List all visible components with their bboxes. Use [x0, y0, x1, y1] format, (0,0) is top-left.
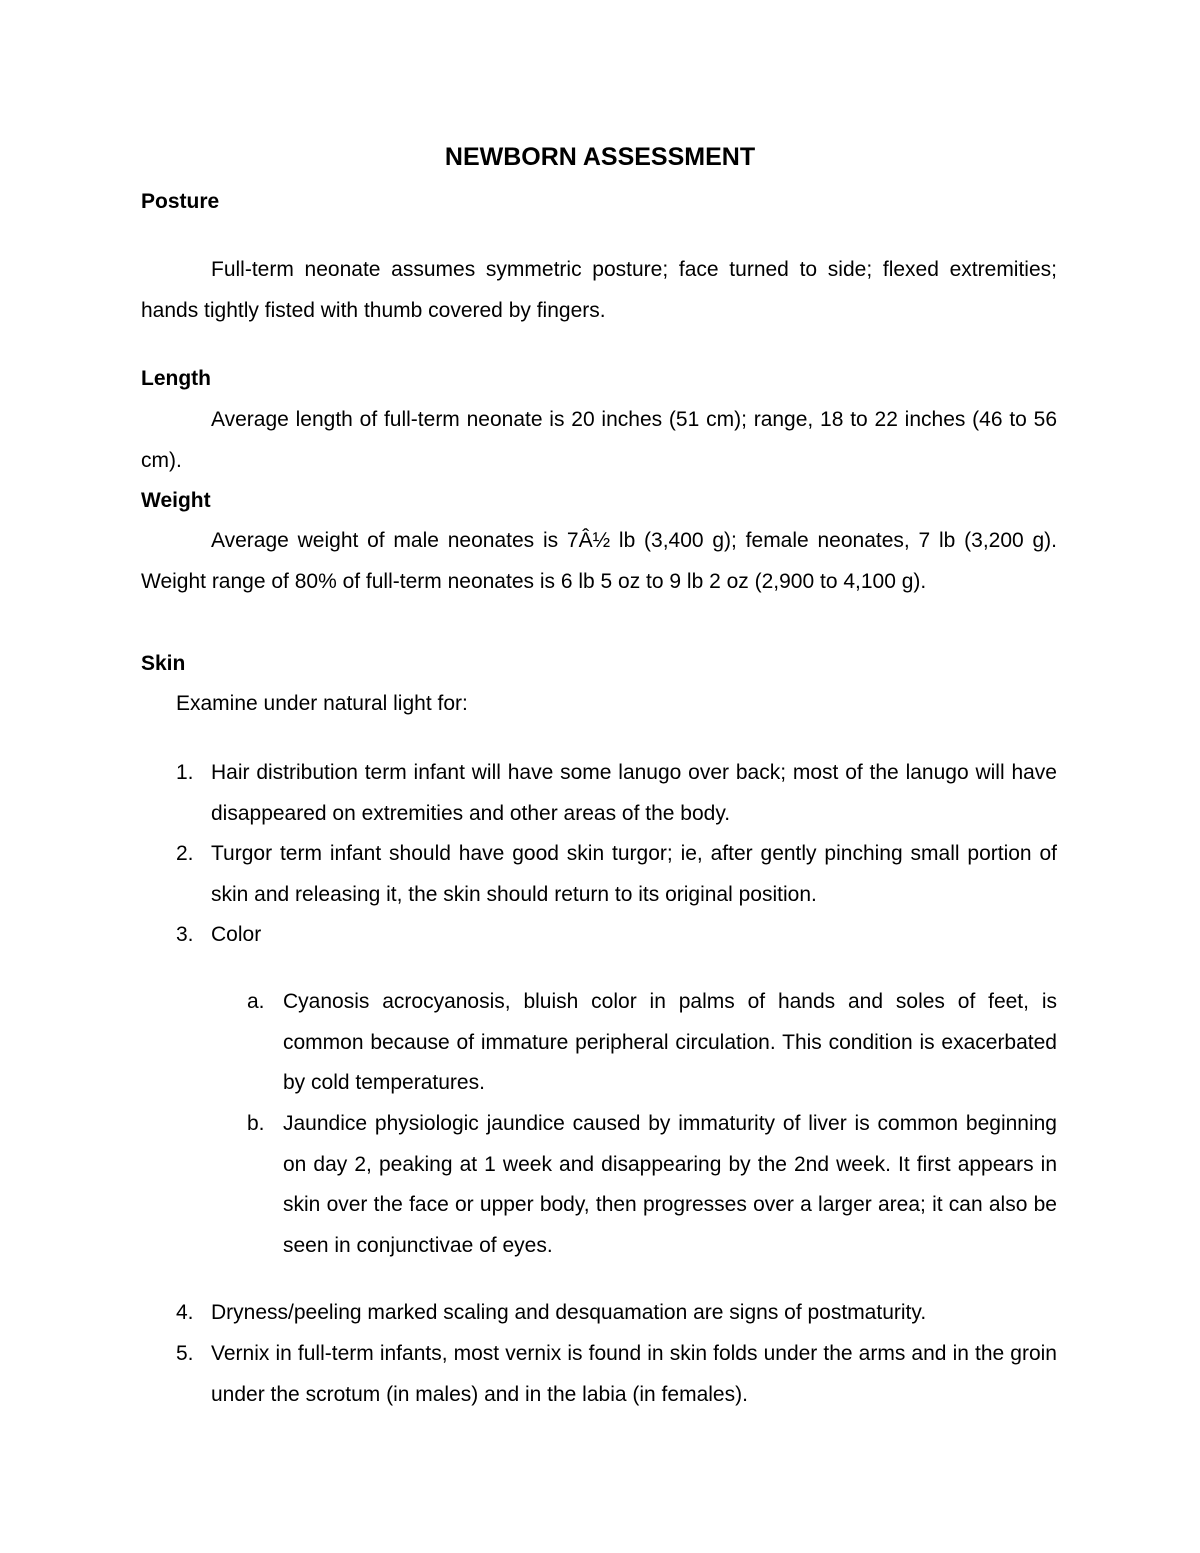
list-item-number: 2.	[176, 842, 194, 865]
length-paragraph: Average length of full-term neonate is 20 inches (51 cm); range, 18 to 22 inches (46 to 56 cm).	[141, 408, 1057, 472]
list-item-text: Dryness/peeling marked scaling and desquamation are signs of postmaturity.	[211, 1301, 927, 1324]
heading-skin: Skin	[141, 652, 186, 675]
list-item-number: 3.	[176, 923, 194, 946]
posture-paragraph: Full-term neonate assumes symmetric posture; face turned to side; flexed extremities; hands tightly fisted with thumb covered by fingers.	[141, 258, 1057, 322]
sub-list-item-letter: a.	[247, 990, 265, 1013]
list-item-text: Color	[211, 923, 262, 946]
list-item-number: 1.	[176, 761, 194, 784]
list-item-text: Vernix in full-term infants, most vernix is found in skin folds under the arms and in the groin under the scrotum (in males) and in the labia (in females).	[211, 1342, 1057, 1406]
list-item-number: 5.	[176, 1342, 194, 1365]
heading-weight: Weight	[141, 489, 211, 512]
sub-list-item	[247, 1104, 1057, 1266]
weight-paragraph: Average weight of male neonates is 7Â½ lb (3,400 g); female neonates, 7 lb (3,200 g). Weight range of 80% of full-term neonates is 6 lb 5 oz to 9 lb 2 oz (2,900 to 4,100 g).	[141, 529, 1057, 593]
skin-intro: Examine under natural light for:	[176, 692, 468, 715]
list-item	[176, 1334, 1057, 1415]
sub-list-item-text: Jaundice physiologic jaundice caused by immaturity of liver is common beginning on day 2, peaking at 1 week and disappearing by the 2nd week. It first appears in skin over the face or upper body, then progresses over a larger area; it can also be seen in conjunctivae of eyes.	[283, 1112, 1057, 1257]
list-item	[176, 753, 1057, 834]
sub-list-item	[247, 982, 1057, 1104]
sub-list-item-letter: b.	[247, 1112, 265, 1135]
list-item	[176, 834, 1057, 915]
list-item-number: 4.	[176, 1301, 194, 1324]
list-item	[176, 915, 1057, 956]
heading-length: Length	[141, 367, 211, 390]
sub-list-item-text: Cyanosis acrocyanosis, bluish color in palms of hands and soles of feet, is common because of immature peripheral circulation. This condition is exacerbated by cold temperatures.	[283, 990, 1057, 1095]
list-item-text: Turgor term infant should have good skin turgor; ie, after gently pinching small portion of skin and releasing it, the skin should return to its original position.	[211, 842, 1057, 906]
list-item-text: Hair distribution term infant will have some lanugo over back; most of the lanugo will have disappeared on extremities and other areas of the body.	[211, 761, 1057, 825]
document-title: NEWBORN ASSESSMENT	[444, 143, 756, 171]
heading-posture: Posture	[141, 190, 220, 213]
list-item	[176, 1293, 1057, 1334]
